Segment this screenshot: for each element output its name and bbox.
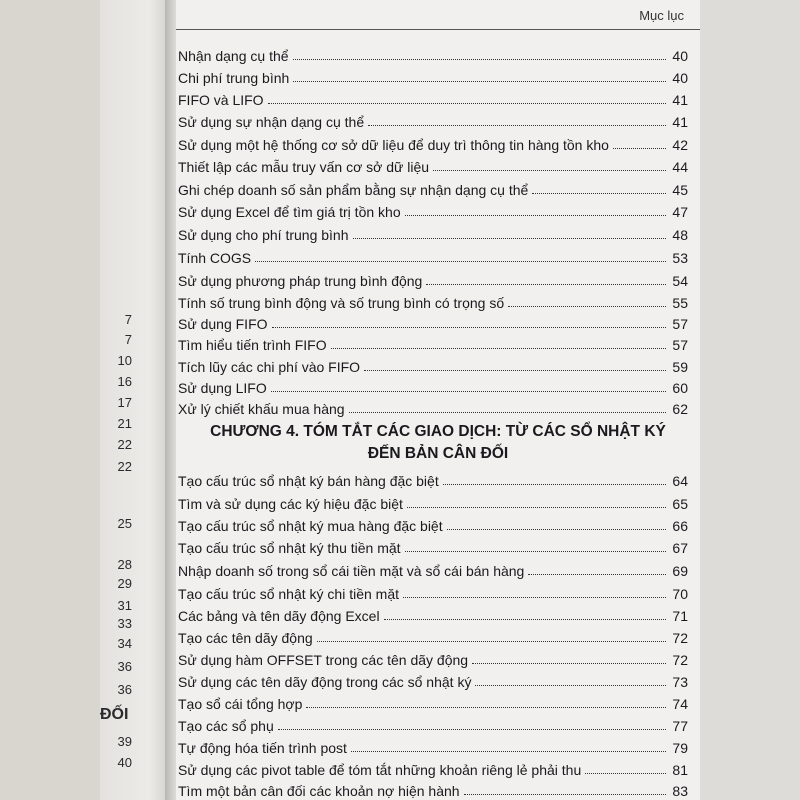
toc-entry: [176, 374, 688, 396]
left-page: [100, 0, 170, 800]
toc-entry-title: Sử dụng các tên dãy động trong các sổ nhật ký: [178, 674, 472, 690]
left-page-number: 36: [117, 659, 132, 674]
toc-entry-page: 71: [672, 608, 688, 624]
toc-entry-title: Tính COGS: [178, 250, 252, 266]
toc-entry-title: Tạo các tên dãy động: [178, 630, 313, 646]
toc-entry-title: Sử dụng hàm OFFSET trong các tên dãy động: [178, 652, 469, 668]
toc-entry: [176, 602, 688, 624]
toc-entry-page: 81: [672, 762, 688, 778]
toc-entry-page: 53: [672, 250, 688, 266]
toc-entry-page: 83: [672, 783, 688, 799]
toc-entry: [176, 221, 688, 243]
toc-leader: [405, 214, 666, 216]
toc-leader: [364, 369, 666, 371]
toc-entry: [176, 580, 688, 602]
toc-entry: [176, 353, 688, 375]
toc-entry: [176, 624, 688, 646]
toc-entry-title: Tự động hóa tiến trình post: [178, 740, 347, 756]
left-page-number: 39: [117, 734, 132, 749]
left-page-number: 34: [117, 636, 132, 651]
toc-entry-page: 45: [672, 182, 688, 198]
toc-entry: [176, 64, 688, 86]
toc-entry-page: 57: [672, 337, 688, 353]
toc-entry-title: Sử dụng phương pháp trung bình động: [178, 273, 423, 289]
toc-leader: [351, 750, 666, 752]
toc-entry-page: 47: [672, 204, 688, 220]
toc-entry-title: Tìm và sử dụng các ký hiệu đặc biệt: [178, 496, 403, 512]
toc-entry-title: Tạo cấu trúc sổ nhật ký thu tiền mặt: [178, 540, 401, 556]
toc-entry-title: Sử dụng LIFO: [178, 380, 267, 396]
toc-leader: [475, 684, 666, 686]
toc-entry-title: Sử dụng FIFO: [178, 316, 268, 332]
toc-entry-page: 55: [672, 295, 688, 311]
toc-entry-title: Tạo cấu trúc sổ nhật ký chi tiền mặt: [178, 586, 399, 602]
toc-entry: [176, 690, 688, 712]
toc-entry-page: 48: [672, 227, 688, 243]
toc-leader: [403, 596, 666, 598]
toc-entry-page: 72: [672, 652, 688, 668]
toc-entry-title: FIFO và LIFO: [178, 92, 264, 108]
toc-entry-title: Nhập doanh số trong sổ cái tiền mặt và sổ cái bán hàng: [178, 563, 525, 579]
toc-leader: [272, 326, 666, 328]
toc-entry-page: 40: [672, 48, 688, 64]
toc-leader: [306, 706, 666, 708]
toc-leader: [405, 550, 666, 552]
toc-leader: [271, 390, 666, 392]
toc-entry: [176, 86, 688, 108]
left-page-fragment: ĐỐI: [100, 706, 129, 723]
toc-leader: [268, 102, 666, 104]
toc-leader: [532, 192, 666, 194]
chapter-heading-line1: CHƯƠNG 4. TÓM TẮT CÁC GIAO DỊCH: TỪ CÁC SỔ NHẬT KÝ: [210, 423, 666, 440]
toc-leader: [472, 662, 666, 664]
toc-entry-title: Các bảng và tên dãy động Excel: [178, 608, 380, 624]
toc-entry: [176, 310, 688, 332]
toc-page: [176, 0, 700, 800]
toc-entry: [176, 777, 688, 799]
toc-entry: [176, 153, 688, 175]
toc-entry-title: Sử dụng cho phí trung bình: [178, 227, 349, 243]
toc-leader: [293, 58, 666, 60]
toc-entry: [176, 557, 688, 579]
toc-entry: [176, 756, 688, 778]
left-page-number: 28: [117, 557, 132, 572]
left-page-number: 29: [117, 576, 132, 591]
left-page-number: 16: [117, 374, 132, 389]
toc-entry-page: 62: [672, 401, 688, 417]
toc-entry: [176, 289, 688, 311]
toc-entry-title: Chi phí trung bình: [178, 70, 290, 86]
left-page-number: 21: [117, 416, 132, 431]
toc-leader: [433, 169, 666, 171]
toc-entry-page: 57: [672, 316, 688, 332]
toc-leader: [407, 506, 666, 508]
left-page-number: 40: [117, 755, 132, 770]
toc-entry: [176, 176, 688, 198]
toc-entry: [176, 712, 688, 734]
toc-entry-page: 59: [672, 359, 688, 375]
toc-entry-page: 41: [672, 92, 688, 108]
left-page-number: 10: [117, 353, 132, 368]
toc-entry: [176, 467, 688, 489]
toc-entry-page: 65: [672, 496, 688, 512]
toc-entry: [176, 668, 688, 690]
chapter-heading-line2: ĐẾN BẢN CÂN ĐỐI: [367, 445, 509, 462]
toc-entry-title: Sử dụng một hệ thống cơ sở dữ liệu để duy trì thông tin hàng tồn kho: [178, 137, 609, 153]
toc-leader: [528, 573, 666, 575]
toc-leader: [278, 728, 666, 730]
toc-entry-page: 77: [672, 718, 688, 734]
toc-entry-page: 69: [672, 563, 688, 579]
toc-entry-page: 79: [672, 740, 688, 756]
toc-entry-page: 41: [672, 114, 688, 130]
toc-leader: [384, 618, 666, 620]
toc-entry: [176, 42, 688, 64]
toc-entry-page: 40: [672, 70, 688, 86]
background-surface: [700, 0, 800, 800]
toc-entry-title: Tìm một bản cân đối các khoản nợ hiện hành: [178, 783, 460, 799]
toc-entry: [176, 131, 688, 153]
toc-entry-title: Sử dụng Excel để tìm giá trị tồn kho: [178, 204, 401, 220]
left-page-number: 33: [117, 616, 132, 631]
toc-leader: [317, 640, 666, 642]
toc-entry: [176, 267, 688, 289]
toc-leader: [255, 260, 666, 262]
left-page-number: 31: [117, 598, 132, 613]
toc-entry: [176, 244, 688, 266]
toc-entry-title: Tích lũy các chi phí vào FIFO: [178, 359, 361, 375]
toc-entry-page: 64: [672, 473, 688, 489]
toc-entry-title: Nhận dạng cụ thể: [178, 48, 289, 64]
toc-entry-page: 67: [672, 540, 688, 556]
toc-entry-page: 70: [672, 586, 688, 602]
toc-leader: [293, 80, 666, 82]
left-page-number: 17: [117, 395, 132, 410]
toc-entry-page: 42: [672, 137, 688, 153]
toc-entry-title: Ghi chép doanh số sản phẩm bằng sự nhận dạng cụ thể: [178, 182, 529, 198]
toc-entry-title: Tìm hiểu tiến trình FIFO: [178, 337, 327, 353]
toc-entry: [176, 395, 688, 417]
toc-leader: [585, 772, 666, 774]
toc-leader: [331, 347, 666, 349]
left-page-number: 22: [117, 437, 132, 452]
toc-entry-page: 73: [672, 674, 688, 690]
left-page-number: 25: [117, 516, 132, 531]
toc-entry-page: 66: [672, 518, 688, 534]
toc-entry-title: Tạo các sổ phụ: [178, 718, 274, 734]
toc-leader: [508, 305, 666, 307]
header-rule: [176, 29, 700, 30]
toc-leader: [613, 147, 666, 149]
toc-leader: [368, 124, 666, 126]
toc-entry: [176, 534, 688, 556]
toc-entry-title: Tạo sổ cái tổng hợp: [178, 696, 303, 712]
left-page-number: 7: [124, 332, 132, 347]
toc-entry-title: Xử lý chiết khấu mua hàng: [178, 401, 345, 417]
toc-entry-page: 54: [672, 273, 688, 289]
left-page-number: 22: [117, 459, 132, 474]
toc-entry-page: 72: [672, 630, 688, 646]
toc-leader: [447, 528, 666, 530]
left-page-number: 36: [117, 682, 132, 697]
toc-entry-page: 74: [672, 696, 688, 712]
toc-entry-page: 44: [672, 159, 688, 175]
toc-leader: [349, 411, 666, 413]
toc-entry: [176, 734, 688, 756]
toc-leader: [443, 483, 666, 485]
toc-entry: [176, 108, 688, 130]
left-page-number: 7: [124, 312, 132, 327]
toc-entry: [176, 490, 688, 512]
toc-entry-title: Sử dụng các pivot table để tóm tắt những khoản riêng lẻ phải thu: [178, 762, 582, 778]
toc-entry-title: Thiết lập các mẫu truy vấn cơ sở dữ liệu: [178, 159, 430, 175]
toc-entry: [176, 512, 688, 534]
toc-entry: [176, 331, 688, 353]
toc-entry-title: Tạo cấu trúc sổ nhật ký bán hàng đặc biệt: [178, 473, 439, 489]
toc-entry-title: Tính số trung bình động và số trung bình có trọng số: [178, 295, 505, 311]
toc-entry-page: 60: [672, 380, 688, 396]
toc-entry-title: Sử dụng sự nhận dạng cụ thể: [178, 114, 365, 130]
toc-leader: [353, 237, 667, 239]
toc-entry: [176, 646, 688, 668]
toc-leader: [426, 283, 666, 285]
toc-entry-title: Tạo cấu trúc sổ nhật ký mua hàng đặc biệt: [178, 518, 443, 534]
toc-entry: [176, 198, 688, 220]
running-header: Mục lục: [639, 8, 684, 23]
toc-leader: [464, 793, 666, 795]
